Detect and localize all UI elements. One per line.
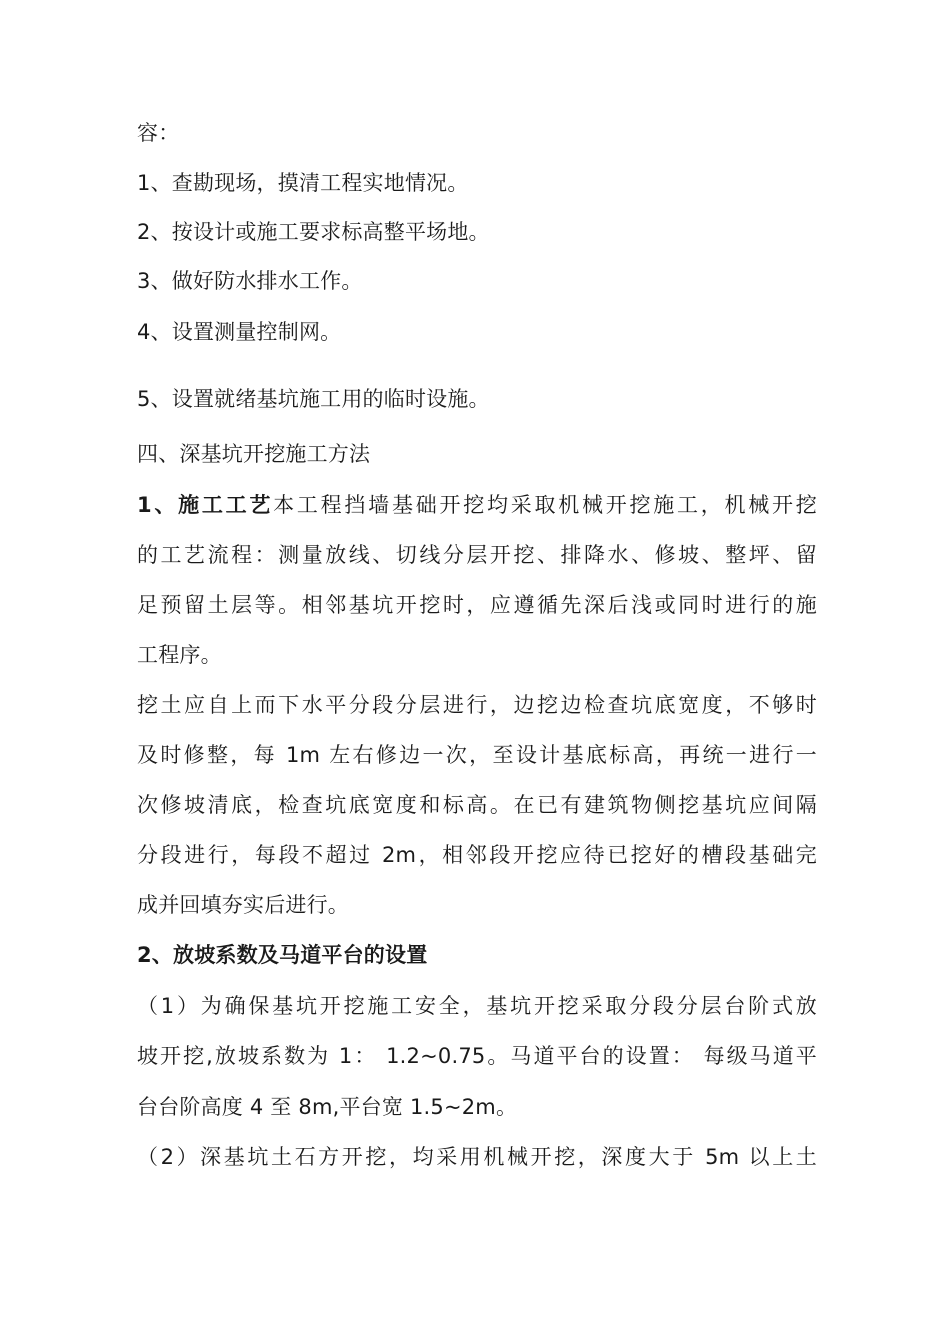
section-heading: 四、深基坑开挖施工方法 [137,442,371,466]
text-line: 挖土应自上而下水平分段分层进行，边挖边检查坑底宽度，不够时 [137,693,817,717]
text-line: （2）深基坑土石方开挖，均采用机械开挖，深度大于 5m 以上土 [137,1145,817,1169]
text-line: 足预留土层等。相邻基坑开挖时，应遵循先深后浅或同时进行的施 [137,593,817,617]
list-item: 3、做好防水排水工作。 [137,269,363,293]
text-line-rest: 本工程挡墙基础开挖均采取机械开挖施工，机械开挖 [273,493,817,517]
text-line: 次修坡清底，检查坑底宽度和标高。在已有建筑物侧挖基坑应间隔 [137,793,817,817]
list-item: 4、设置测量控制网。 [137,320,342,344]
text-line: 工程序。 [137,643,222,667]
text-line: 成并回填夯实后进行。 [137,893,349,917]
text-line: 分段进行，每段不超过 2m，相邻段开挖应待已挖好的槽段基础完 [137,843,817,867]
subheading: 2、放坡系数及马道平台的设置 [137,943,428,967]
text-line [137,490,817,520]
text-line: 及时修整，每 1m 左右修边一次，至设计基底标高，再统一进行一 [137,743,817,767]
text-line: （1）为确保基坑开挖施工安全，基坑开挖采取分段分层台阶式放 [137,994,817,1018]
list-item: 2、按设计或施工要求标高整平场地。 [137,220,490,244]
subheading-inline: 1、施工工艺 [137,493,274,517]
list-item: 5、设置就绪基坑施工用的临时设施。 [137,387,490,411]
list-item: 1、查勘现场，摸清工程实地情况。 [137,171,469,195]
text-line: 容： [137,121,180,145]
text-line: 的工艺流程：测量放线、切线分层开挖、排降水、修坡、整坪、留 [137,543,817,567]
text-line: 坡开挖,放坡系数为 1： 1.2~0.75。马道平台的设置： 每级马道平 [137,1044,817,1068]
text-line: 台台阶高度 4 至 8m,平台宽 1.5~2m。 [137,1095,518,1119]
